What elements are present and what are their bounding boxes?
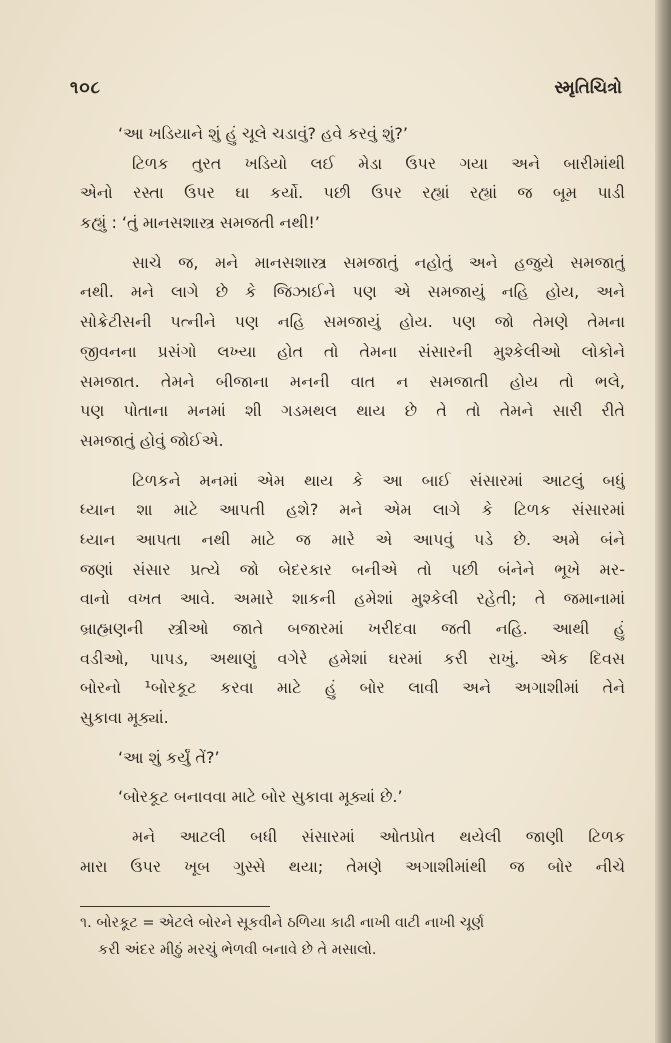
text-line: સુકાવા મૂક્યાં. bbox=[80, 708, 169, 728]
text-line: બોરનો ¹બોરકૂટ કરવા માટે હું બોર લાવી અને અગાશીમાં તેને bbox=[80, 678, 625, 698]
text-line: મારા ઉપર ખૂબ ગુસ્સે થયા; તેમણે અગાશીમાંથી જ બોર નીચે bbox=[80, 856, 625, 876]
text-line: પણ પોતાના મનમાં શી ગડમથલ થાય છે તે તો તેમને સારી રીતે bbox=[80, 401, 625, 421]
paragraph-gap bbox=[80, 772, 625, 782]
text-line: સમજાતું હોવું જોઈએ. bbox=[80, 430, 224, 450]
footnote-divider bbox=[80, 906, 270, 907]
footnote bbox=[80, 910, 625, 964]
text-line: નથી. મને લાગે છે કે જિઝાઈને પણ એ સમજાયું નહિ હોય, અને bbox=[80, 282, 625, 302]
text-line: ‘આ ખડિયાને શું હું ચૂલે ચડાવું? હવે કરવું શું?’ bbox=[118, 124, 408, 143]
text-line: વડીઓ, પાપડ, અથાણું વગેરે હમેશાં ઘરમાં કરી રાખું. એક દિવસ bbox=[80, 648, 625, 668]
body-text bbox=[80, 119, 625, 882]
text-line: જીવનના પ્રસંગો લખ્યા હોત તો તેમના સંસારની મુશ્કેલીઓ લોકોને bbox=[80, 341, 625, 361]
footnote-line: કરી અંદર મીઠું મરચું ભેળવી બનાવે છે તે મસાલો. bbox=[98, 942, 377, 958]
running-head-title: સ્મૃતિચિત્રો bbox=[554, 78, 622, 98]
text-line: સાચે જ, મને માનસશાસ્ત્ર સમજાતું નહોતું અને હજુયે સમજાતું bbox=[132, 252, 625, 272]
text-line: કહ્યું : ‘તું માનસશાસ્ત્ર સમજતી નથી!’ bbox=[80, 213, 320, 233]
page-header bbox=[70, 78, 622, 108]
text-line: એનો રસ્તા ઉપર ઘા કર્યો. પછી ઉપર રહ્યાં રહ્યાં જ બૂમ પાડી bbox=[80, 183, 625, 203]
text-line: સમજાત. તેમને બીજાના મનની વાત ન સમજાતી હોય તો ભલે, bbox=[80, 371, 625, 391]
text-line: ટિળકને મનમાં એમ થાય કે આ બાઈ સંસારમાં આટલું બધું bbox=[132, 470, 625, 490]
text-line: ધ્યાન આપતા નથી માટે જ મારે એ આપવું પડે છે. અમે બંને bbox=[80, 529, 625, 549]
paragraph-gap bbox=[80, 812, 625, 822]
text-line: ધ્યાન શા માટે આપતી હશે? મને એમ લાગે કે ટિળક સંસારમાં bbox=[80, 500, 625, 520]
text-line: મને આટલી બધી સંસારમાં ઓતપ્રોત થયેલી જાણી ટિળક bbox=[132, 827, 625, 847]
paragraph-gap bbox=[80, 733, 625, 743]
text-line: ટિળક તુરત ખડિયો લઈ મેડા ઉપર ગયા અને બારીમાંથી bbox=[132, 153, 625, 173]
page-number: ૧૦૮ bbox=[70, 78, 101, 98]
text-line: જણાં સંસાર પ્રત્યે જો બેદરકાર બનીએ તો પછી બંનેને ભૂખે મર- bbox=[80, 559, 625, 579]
text-line: સોક્રેટીસની પત્નીને પણ નહિ સમજાયું હોય. પણ જો તેમણે તેમના bbox=[80, 312, 625, 332]
dialogue-line: ‘બોરકૂટ બનાવવા માટે બોર સુકાવા મૂક્યાં છે.’ bbox=[118, 787, 403, 807]
footnote-line: ૧. બોરકૂટ = એટલે બોરને સૂકવીને ઠળિયા કાઢી નાખી વાટી નાખી ચૂર્ણ bbox=[80, 915, 485, 931]
paragraph-gap bbox=[80, 238, 625, 248]
book-spine-shadow bbox=[655, 0, 671, 1043]
text-line: બ્રાહ્મણની સ્ત્રીઓ જાતે બજારમાં ખરીદવા જતી નહિ. આથી હું bbox=[80, 619, 625, 638]
dialogue-line: ‘આ શું કર્યું તેં?’ bbox=[118, 747, 220, 767]
paragraph-gap bbox=[80, 456, 625, 466]
text-line: વાનો વખત આવે. અમારે શાકની હમેશાં મુશ્કેલી રહેતી; તે જમાનામાં bbox=[80, 589, 625, 609]
